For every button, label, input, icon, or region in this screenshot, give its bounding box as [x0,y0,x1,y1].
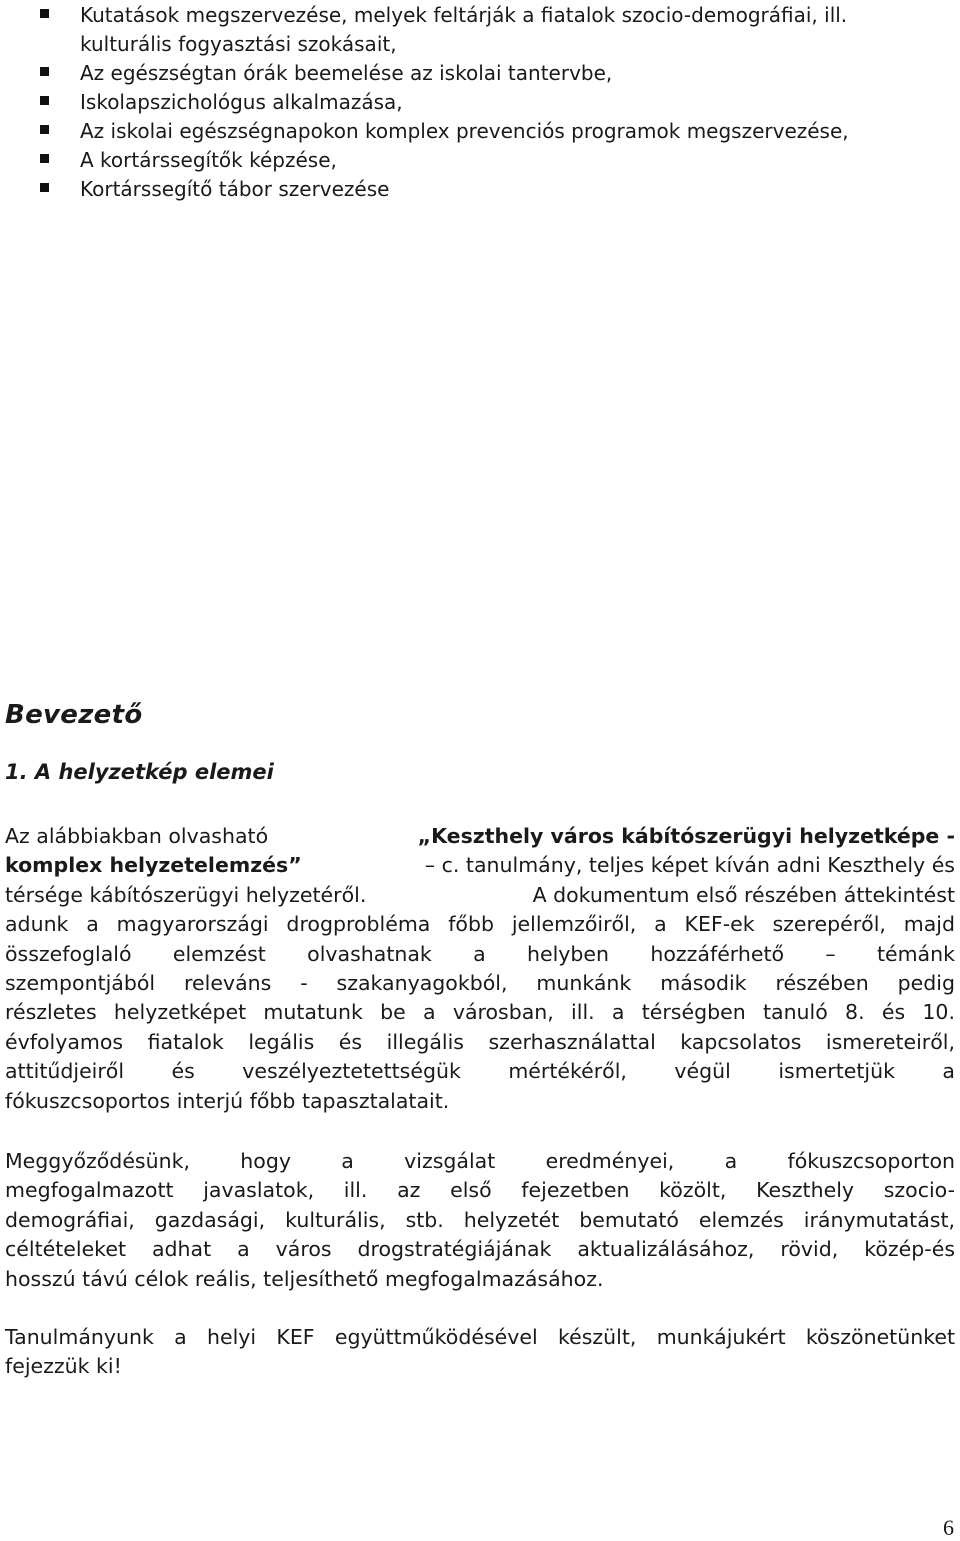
intro-paragraph [5,822,955,1116]
list-item-text: Iskolapszichológus alkalmazása, [80,90,403,114]
list-item-text: Az egészségtan órák beemelése az iskolai tantervbe, [80,61,613,85]
paragraph-line: Tanulmányunk a helyi KEF együttműködésével készült, munkájukért köszönetünket [5,1325,955,1349]
paragraph-text: térsége kábítószerügyi helyzetéről. [5,882,367,907]
page-number: 6 [943,1515,954,1540]
paragraph-line [5,881,955,910]
paragraph-line: részletes helyzetképet mutatunk be a városban, ill. a térségben tanuló 8. és 10. [5,1000,955,1025]
paragraph-line: attitűdjeiről és veszélyeztetettségük mértékéről, végül ismertetjük a [5,1059,955,1084]
paragraph-line: fejezzük ki! [5,1354,122,1379]
paragraph-line: céltételeket adhat a város drogstratégiájának aktualizálásához, rövid, közép-és [5,1237,955,1262]
list-item-text: Az iskolai egészségnapokon komplex prevenciós programok megszervezése, [80,119,849,143]
paragraph-line: megfogalmazott javaslatok, ill. az első fejezetben közölt, Keszthely szocio- [5,1178,955,1203]
acknowledgement-paragraph [5,1323,955,1382]
subsection-heading: 1. A helyzetkép elemei [5,760,274,784]
list-item-text: A kortárssegítők képzése, [80,148,337,172]
paragraph-line [5,851,955,880]
section-heading: Bevezető [5,700,143,730]
paragraph-line: fókuszcsoportos interjú főbb tapasztalatait. [5,1088,450,1113]
paragraph-text: A dokumentum első részében áttekintést [532,882,955,907]
paragraph-line: hosszú távú célok reális, teljesíthető megfogalmazásához. [5,1266,604,1291]
list-item-text: Kortárssegítő tábor szervezése [80,177,390,201]
paragraph-line: Meggyőződésünk, hogy a vizsgálat eredményei, a fókuszcsoporton [5,1149,955,1173]
square-bullet-icon [40,183,49,192]
square-bullet-icon [40,9,49,18]
list-item-text: Kutatások megszervezése, melyek feltárják a fiatalok szocio-demográfiai, ill. [80,3,848,27]
paragraph-line: évfolyamos fiatalok legális és illegális szerhasználattal kapcsolatos ismereteiről, [5,1029,955,1054]
conclusion-paragraph [5,1147,955,1294]
square-bullet-icon [40,125,49,134]
study-title: „Keszthely város kábítószerügyi helyzetképe - [417,824,955,848]
lead-text: Az alábbiakban olvasható [5,824,269,848]
paragraph-line: szempontjából releváns - szakanyagokból, munkánk második részében pedig [5,970,955,995]
paragraph-line: összefoglaló elemzést olvashatnak a helyben hozzáférhető – témánk [5,941,955,966]
square-bullet-icon [40,154,49,163]
paragraph-text: – c. tanulmány, teljes képet kíván adni Keszthely és [424,853,955,878]
paragraph-line: demográfiai, gazdasági, kulturális, stb. helyzetét bemutató elemzés iránymutatást, [5,1207,955,1232]
study-title-continuation: komplex helyzetelemzés” [5,853,302,878]
list-item-continuation: kulturális fogyasztási szokásait, [80,32,397,56]
paragraph-line [5,822,955,851]
paragraph-line: adunk a magyarországi drogprobléma főbb jellemzőiről, a KEF-ek szerepéről, majd [5,912,955,937]
square-bullet-icon [40,96,49,105]
square-bullet-icon [40,67,49,76]
